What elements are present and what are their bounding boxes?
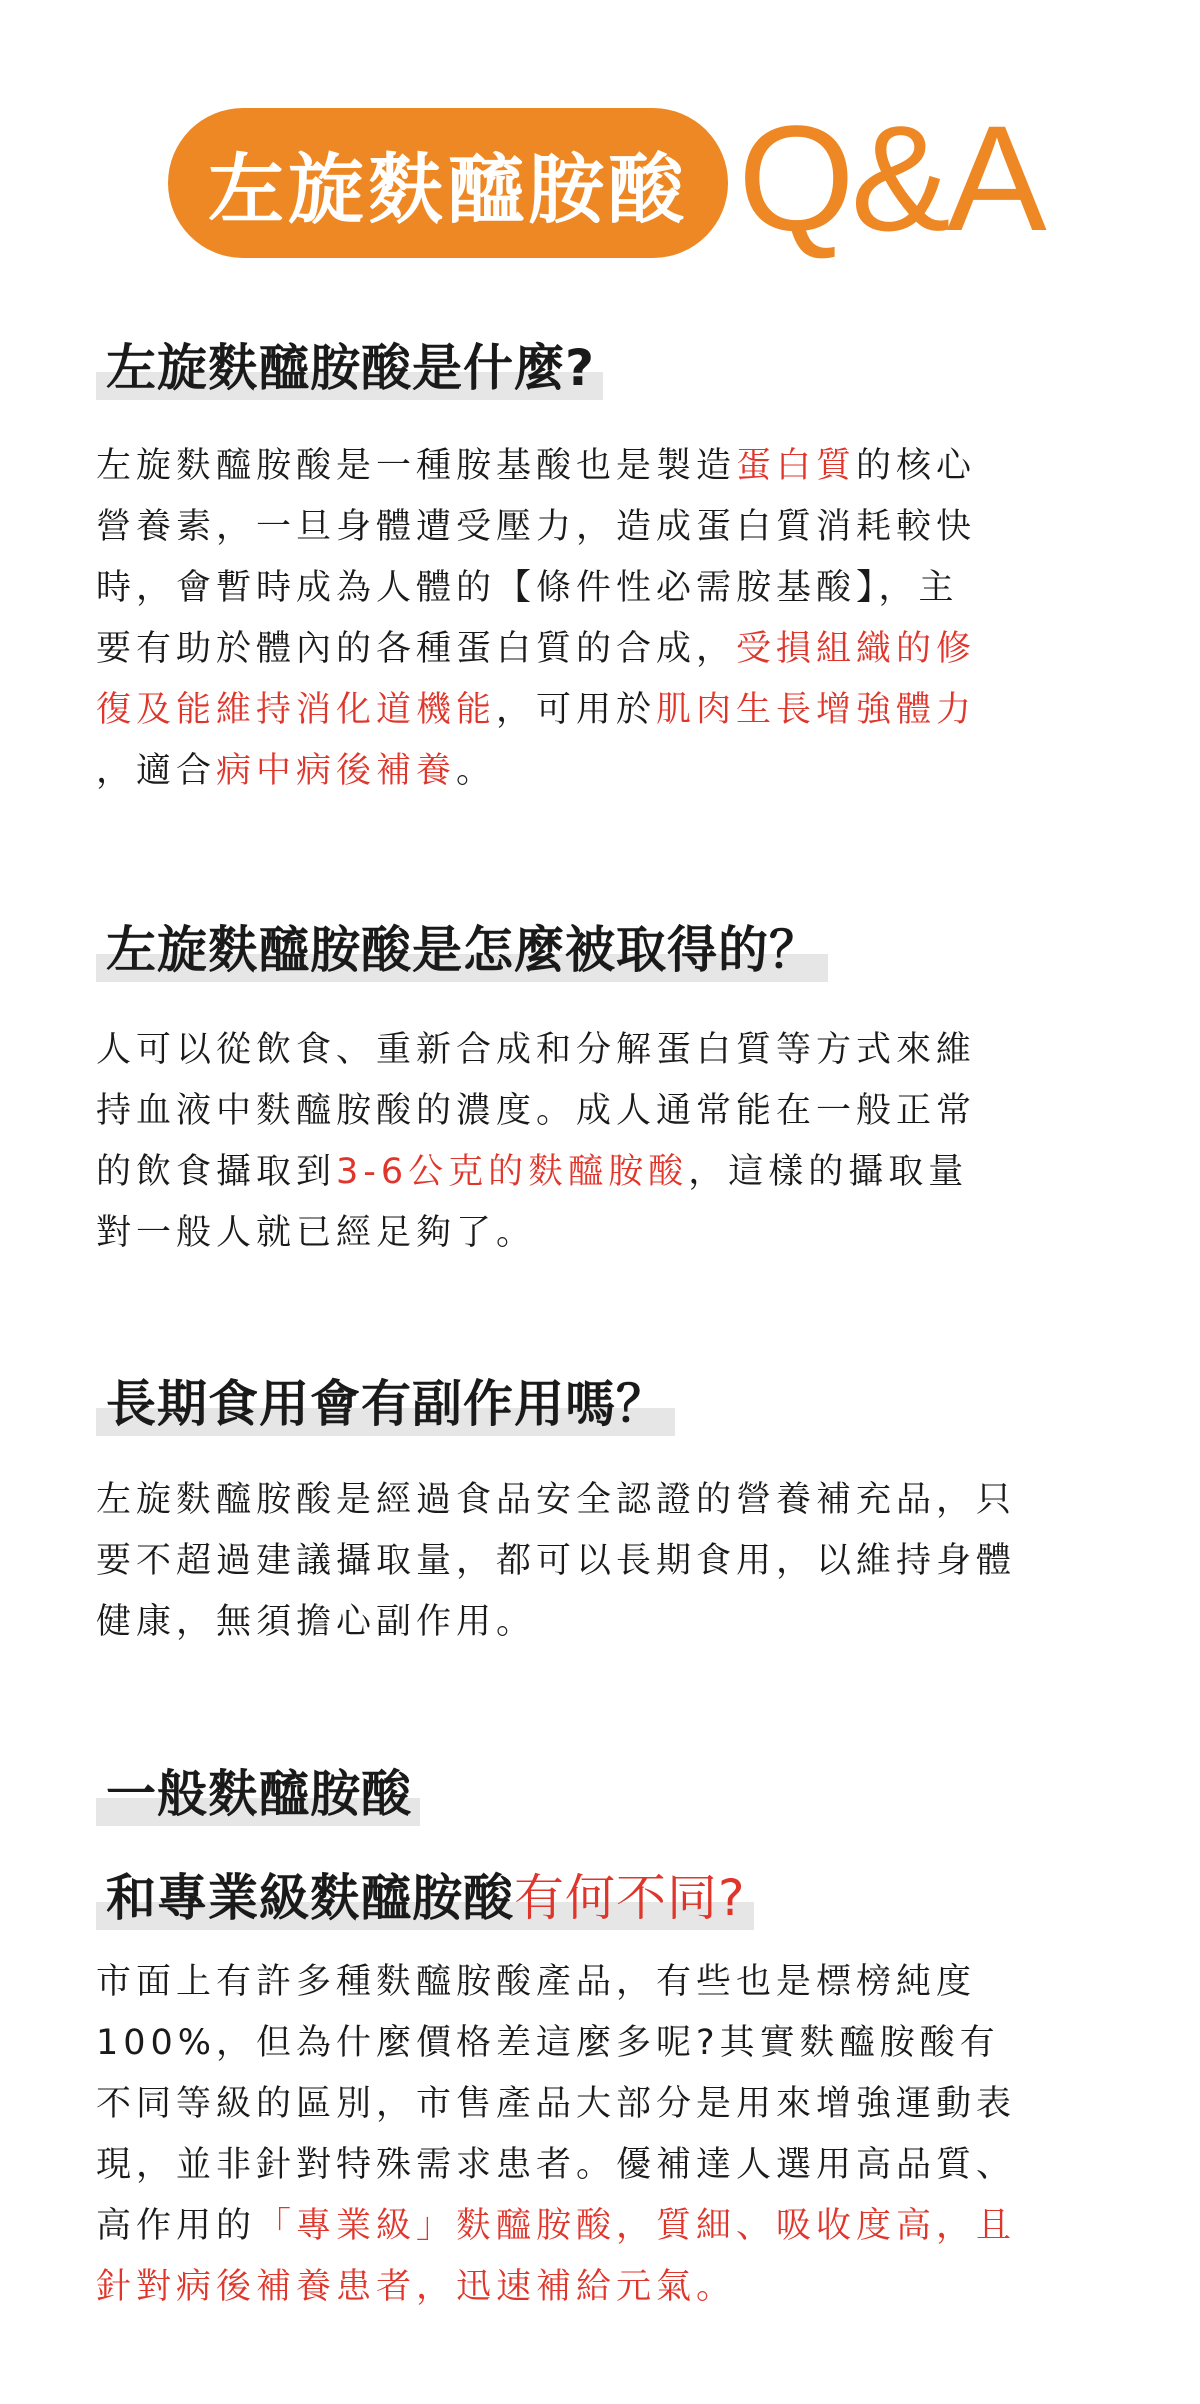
- body-text: ，適合: [96, 751, 217, 791]
- body-text: 現，並非針對特殊需求患者。優補達人選用高品質、: [96, 2145, 1017, 2185]
- body-text: ，這樣的攝取量: [688, 1152, 969, 1192]
- paragraph-line: [96, 2074, 1106, 2135]
- paragraph-line: [96, 558, 1106, 619]
- body-text: 持血液中麩醯胺酸的濃度。成人通常能在一般正常: [96, 1091, 977, 1131]
- page-header: [168, 94, 1068, 264]
- paragraph-line: [96, 741, 1106, 802]
- body-text: 的飲食攝取到: [96, 1152, 337, 1192]
- title-pill: 左旋麩醯胺酸: [168, 108, 728, 258]
- paragraph-line: [96, 497, 1106, 558]
- paragraph-line: [96, 1531, 1106, 1592]
- section-heading-how-obtained: 左旋麩醯胺酸是怎麼被取得的？: [96, 918, 828, 982]
- body-text: 市面上有許多種麩醯胺酸產品，有些也是標榜純度: [96, 1962, 977, 2002]
- highlight-text: 3-6公克的麩醯胺酸: [336, 1152, 689, 1192]
- paragraph-line: [96, 2196, 1106, 2257]
- body-text: 對一般人就已經足夠了。: [96, 1213, 537, 1253]
- paragraph-line: [96, 436, 1106, 497]
- body-text: 100%，但為什麼價格差這麼多呢?其實麩醯胺酸有: [96, 2023, 1000, 2063]
- body-text: 營養素，一旦身體遭受壓力，造成蛋白質消耗較快: [96, 507, 977, 547]
- section-heading-difference-line1: 一般麩醯胺酸: [96, 1762, 420, 1826]
- body-text: 高作用的: [96, 2206, 257, 2246]
- section-heading-what-is: 左旋麩醯胺酸是什麼?: [96, 336, 603, 400]
- body-text: 時，會暫時成為人體的【條件性必需胺基酸】，主: [96, 568, 959, 608]
- paragraph-line: [96, 1592, 1106, 1653]
- heading-highlight-part: 有何不同?: [514, 1869, 746, 1927]
- paragraph-line: [96, 2135, 1106, 2196]
- highlight-text: 肌肉生長增強體力: [656, 690, 977, 730]
- paragraph-line: [96, 1203, 1106, 1264]
- highlight-text: 針對病後補養患者，迅速補給元氣。: [96, 2267, 737, 2307]
- highlight-text: 「專業級」麩醯胺酸，質細、吸收度高，且: [256, 2206, 1017, 2246]
- body-text: 的核心: [856, 446, 977, 486]
- body-text: 。: [456, 751, 497, 791]
- body-text: ，可用於: [496, 690, 657, 730]
- body-text: 左旋麩醯胺酸是經過食品安全認證的營養補充品，只: [96, 1480, 1017, 1520]
- body-text: 人可以從飲食、重新合成和分解蛋白質等方式來維: [96, 1030, 977, 1070]
- qa-title: Q&A: [738, 94, 1043, 262]
- highlight-text: 蛋白質: [736, 446, 857, 486]
- paragraph-line: [96, 619, 1106, 680]
- section-body-side-effects: [96, 1470, 1106, 1653]
- section-body-what-is: [96, 436, 1106, 802]
- paragraph-line: [96, 1470, 1106, 1531]
- highlight-text: 復及能維持消化道機能: [96, 690, 497, 730]
- body-text: 要有助於體內的各種蛋白質的合成，: [96, 629, 737, 669]
- paragraph-line: [96, 680, 1106, 741]
- body-text: 健康，無須擔心副作用。: [96, 1602, 537, 1642]
- section-body-how-obtained: [96, 1020, 1106, 1264]
- body-text: 不同等級的區別，市售產品大部分是用來增強運動表: [96, 2084, 1017, 2124]
- body-text: 要不超過建議攝取量，都可以長期食用，以維持身體: [96, 1541, 1017, 1581]
- paragraph-line: [96, 1952, 1106, 2013]
- body-text: 左旋麩醯胺酸是一種胺基酸也是製造: [96, 446, 737, 486]
- paragraph-line: [96, 1142, 1106, 1203]
- paragraph-line: [96, 1081, 1106, 1142]
- heading-plain-part: 和專業級麩醯胺酸: [106, 1869, 514, 1927]
- section-body-difference: [96, 1952, 1106, 2318]
- paragraph-line: [96, 2013, 1106, 2074]
- section-heading-difference-line2: [96, 1866, 754, 1930]
- paragraph-line: [96, 2257, 1106, 2318]
- highlight-text: 受損組織的修: [736, 629, 977, 669]
- section-heading-side-effects: 長期食用會有副作用嗎？: [96, 1372, 675, 1436]
- paragraph-line: [96, 1020, 1106, 1081]
- highlight-text: 病中病後補養: [216, 751, 457, 791]
